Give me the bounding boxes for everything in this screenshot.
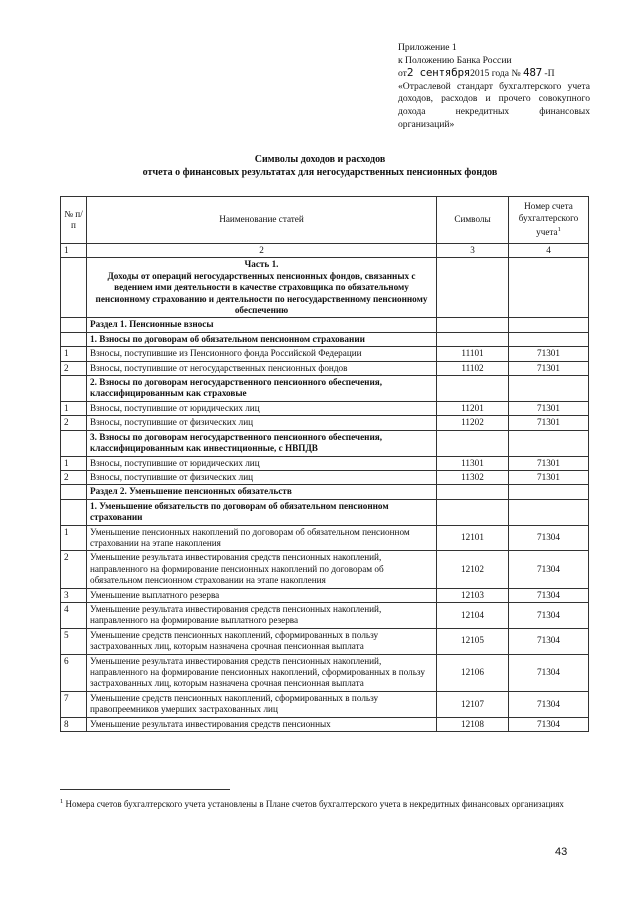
subsection-row bbox=[61, 430, 589, 456]
row-account: 71304 bbox=[509, 602, 589, 628]
row-number: 7 bbox=[61, 691, 87, 717]
row-account: 71304 bbox=[509, 525, 589, 551]
subsection-row bbox=[61, 499, 589, 525]
row-name: Уменьшение результата инвестирования средств пенсионных накоплений, направленного на формирование пенсионных накоплений по договорам об обязательном пенсионном страховании на этапе накопления bbox=[87, 551, 437, 588]
row-account: 71301 bbox=[509, 456, 589, 470]
colnum-1: 1 bbox=[61, 244, 87, 258]
row-name: Взносы, поступившие от физических лиц bbox=[87, 470, 437, 484]
row-number: 1 bbox=[61, 401, 87, 415]
row-name: Уменьшение результата инвестирования средств пенсионных накоплений, направленного на формирование выплатного резерва bbox=[87, 602, 437, 628]
row-name: Уменьшение средств пенсионных накоплений, сформированных в пользу застрахованных лиц, которым назначена срочная пенсионная выплата bbox=[87, 628, 437, 654]
row-number: 1 bbox=[61, 525, 87, 551]
header-account: Номер счета бухгалтерского учета$^1$ bbox=[509, 197, 589, 244]
annex-block bbox=[398, 42, 590, 131]
document-title bbox=[60, 153, 580, 179]
table-row bbox=[61, 628, 589, 654]
row-name: Уменьшение пенсионных накоплений по договорам об обязательном пенсионном страховании на этапе накопления bbox=[87, 525, 437, 551]
row-name: Уменьшение результата инвестирования средств пенсионных накоплений, направленного на формирование пенсионных накоплений, сформированных в пользу застрахованных лиц, которым назначена срочная пенсионная выплата bbox=[87, 654, 437, 691]
header-symbols: Символы bbox=[437, 197, 509, 244]
section-row bbox=[61, 485, 589, 499]
footnote-ref: 1 bbox=[557, 226, 561, 234]
table-row bbox=[61, 401, 589, 415]
row-number: 4 bbox=[61, 602, 87, 628]
row-name: Взносы, поступившие от физических лиц bbox=[87, 416, 437, 430]
subsection-heading: 1. Взносы по договорам об обязательном пенсионном страховании bbox=[87, 332, 437, 346]
row-account: 71301 bbox=[509, 416, 589, 430]
row-number: 2 bbox=[61, 416, 87, 430]
subsection-row bbox=[61, 376, 589, 402]
annex-standard-name: «Отраслевой стандарт бухгалтерского учета доходов, расходов и прочего совокупного дохода некредитных финансовых организаций» bbox=[398, 80, 590, 130]
table-row bbox=[61, 361, 589, 375]
row-account: 71301 bbox=[509, 401, 589, 415]
row-symbol: 12103 bbox=[437, 588, 509, 602]
table-row bbox=[61, 691, 589, 717]
row-number: 2 bbox=[61, 470, 87, 484]
table-row bbox=[61, 470, 589, 484]
header-num: № п/п bbox=[61, 197, 87, 244]
row-symbol: 12105 bbox=[437, 628, 509, 654]
header-name: Наименование статей bbox=[87, 197, 437, 244]
table-row bbox=[61, 551, 589, 588]
row-account: 71304 bbox=[509, 588, 589, 602]
row-number: 5 bbox=[61, 628, 87, 654]
title-line-1: Символы доходов и расходов bbox=[254, 154, 386, 165]
row-symbol: 11102 bbox=[437, 361, 509, 375]
table-row bbox=[61, 347, 589, 361]
table-row bbox=[61, 654, 589, 691]
row-symbol: 12106 bbox=[437, 654, 509, 691]
row-name: Уменьшение средств пенсионных накоплений, сформированных в пользу правопреемников умерших застрахованных лиц bbox=[87, 691, 437, 717]
table-row bbox=[61, 525, 589, 551]
row-symbol: 11101 bbox=[437, 347, 509, 361]
row-symbol: 11302 bbox=[437, 470, 509, 484]
subsection-heading: 3. Взносы по договорам негосударственного пенсионного обеспечения, классифицированным как инвестиционные, с НВПДВ bbox=[87, 430, 437, 456]
row-account: 71304 bbox=[509, 691, 589, 717]
row-account: 71304 bbox=[509, 551, 589, 588]
footnote-divider bbox=[60, 789, 230, 790]
table-row bbox=[61, 602, 589, 628]
row-account: 71304 bbox=[509, 628, 589, 654]
page-number: 43 bbox=[555, 846, 568, 858]
section-heading: Раздел 2. Уменьшение пенсионных обязательств bbox=[87, 485, 437, 499]
row-symbol: 12108 bbox=[437, 717, 509, 731]
colnum-3: 3 bbox=[437, 244, 509, 258]
row-account: 71301 bbox=[509, 470, 589, 484]
part-number: Часть 1. bbox=[244, 259, 279, 270]
handwritten-number: 487 bbox=[523, 66, 542, 80]
annex-title: Приложение 1 bbox=[398, 42, 457, 53]
part-heading bbox=[87, 258, 437, 318]
footnote-mark: 1 bbox=[60, 798, 64, 805]
row-symbol: 11201 bbox=[437, 401, 509, 415]
row-symbol: 12104 bbox=[437, 602, 509, 628]
annex-regulation: к Положению Банка России bbox=[398, 54, 512, 66]
subsection-heading: 2. Взносы по договорам негосударственного пенсионного обеспечения, классифицированным как страховые bbox=[87, 376, 437, 402]
part-title: Доходы от операций негосударственных пенсионных фондов, связанных с ведением ими деятельности в качестве страховщика по обязательному пенсионному страхованию и деятельности по негосударственному пенсионному обеспечению bbox=[95, 270, 428, 316]
row-account: 71301 bbox=[509, 361, 589, 375]
column-number-row bbox=[61, 244, 589, 258]
row-name: Уменьшение выплатного резерва bbox=[87, 588, 437, 602]
row-number: 3 bbox=[61, 588, 87, 602]
footnote bbox=[60, 795, 584, 811]
row-symbol: 11301 bbox=[437, 456, 509, 470]
row-number: 2 bbox=[61, 361, 87, 375]
table-row bbox=[61, 456, 589, 470]
row-name: Взносы, поступившие от юридических лиц bbox=[87, 401, 437, 415]
section-heading: Раздел 1. Пенсионные взносы bbox=[87, 318, 437, 332]
row-account: 71304 bbox=[509, 717, 589, 731]
row-number: 1 bbox=[61, 456, 87, 470]
row-account: 71301 bbox=[509, 347, 589, 361]
row-number: 1 bbox=[61, 347, 87, 361]
subsection-heading: 1. Уменьшение обязательств по договорам об обязательном пенсионном страховании bbox=[87, 499, 437, 525]
table-row bbox=[61, 717, 589, 731]
table-row bbox=[61, 416, 589, 430]
annex-date-line: от2 сентября2015 года № 487 -П bbox=[398, 66, 555, 80]
symbols-table bbox=[60, 196, 589, 732]
row-symbol: 12101 bbox=[437, 525, 509, 551]
row-number: 8 bbox=[61, 717, 87, 731]
row-name: Взносы, поступившие от юридических лиц bbox=[87, 456, 437, 470]
colnum-4: 4 bbox=[509, 244, 589, 258]
row-name: Взносы, поступившие из Пенсионного фонда Российской Федерации bbox=[87, 347, 437, 361]
row-number: 6 bbox=[61, 654, 87, 691]
colnum-2: 2 bbox=[87, 244, 437, 258]
subsection-row bbox=[61, 332, 589, 346]
row-symbol: 12102 bbox=[437, 551, 509, 588]
row-number: 2 bbox=[61, 551, 87, 588]
row-name: Взносы, поступившие от негосударственных пенсионных фондов bbox=[87, 361, 437, 375]
row-symbol: 12107 bbox=[437, 691, 509, 717]
table-header-row bbox=[61, 197, 589, 244]
table-row bbox=[61, 588, 589, 602]
footnote-text: Номера счетов бухгалтерского учета установлены в Плане счетов бухгалтерского учета в некредитных финансовых организациях bbox=[65, 799, 564, 809]
title-line-2: отчета о финансовых результатах для негосударственных пенсионных фондов bbox=[142, 167, 498, 178]
part-heading-row bbox=[61, 258, 589, 318]
row-account: 71304 bbox=[509, 654, 589, 691]
row-name: Уменьшение результата инвестирования средств пенсионных bbox=[87, 717, 437, 731]
handwritten-date: 2 сентября bbox=[406, 66, 471, 80]
row-symbol: 11202 bbox=[437, 416, 509, 430]
section-row bbox=[61, 318, 589, 332]
